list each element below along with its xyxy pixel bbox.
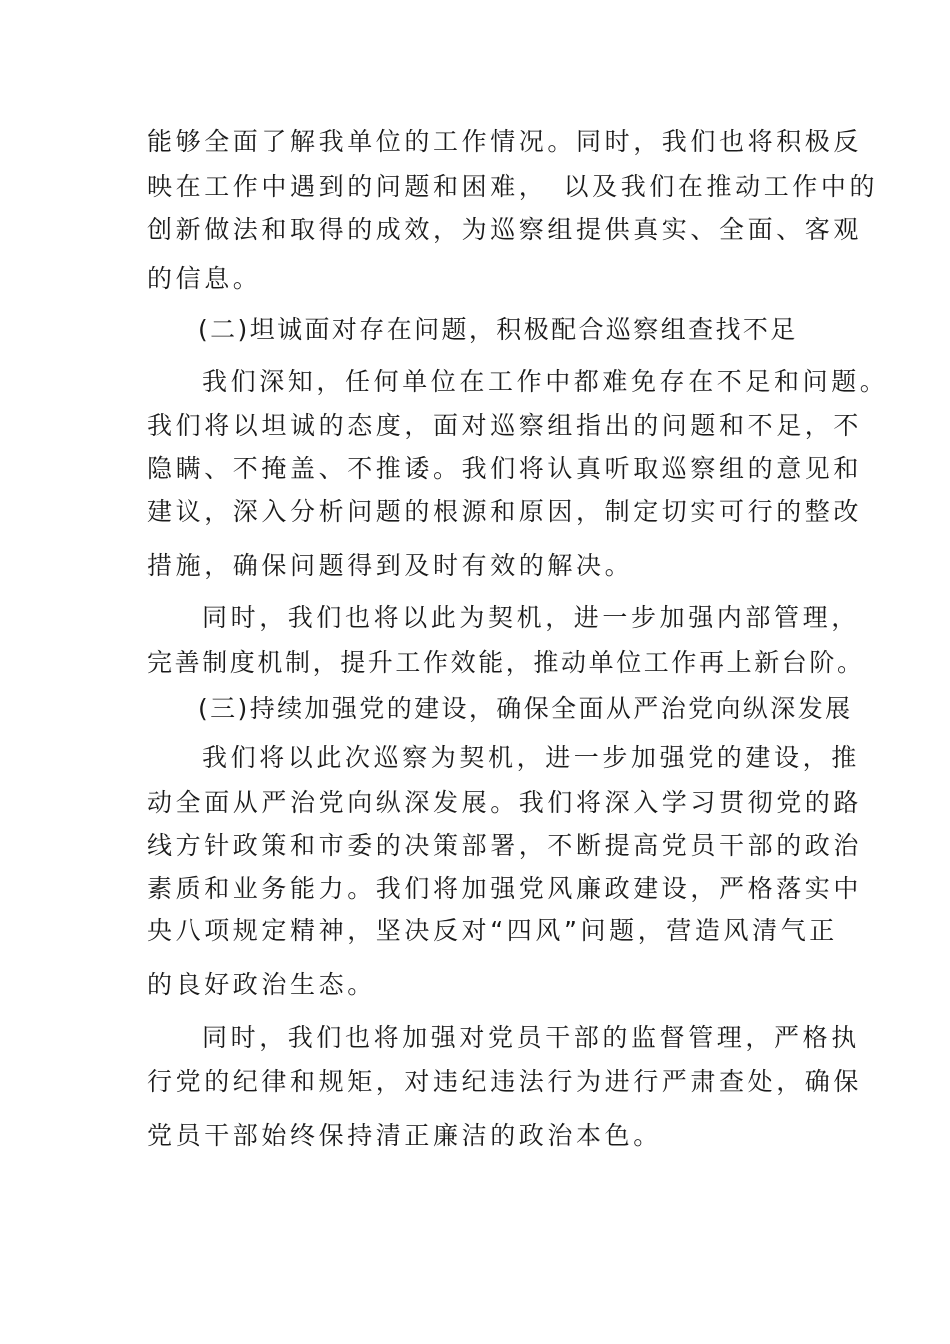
paragraph-line: 创新做法和取得的成效，为巡察组提供真实、全面、客观 — [147, 215, 863, 244]
paragraph-line: 我们将以坦诚的态度，面对巡察组指出的问题和不足，不 — [147, 411, 863, 440]
section-heading-3: (三)持续加强党的建设，确保全面从严治党向纵深发展 — [198, 694, 853, 723]
paragraph-line: 素质和业务能力。我们将加强党风廉政建设，严格落实中 — [147, 874, 863, 903]
section-heading-2: (二)坦诚面对存在问题，积极配合巡察组查找不足 — [198, 315, 798, 344]
paragraph-line: 建议，深入分析问题的根源和原因，制定切实可行的整改 — [147, 497, 863, 526]
paragraph-line: 隐瞒、不掩盖、不推诿。我们将认真听取巡察组的意见和 — [147, 454, 863, 483]
paragraph-line: 措施，确保问题得到及时有效的解决。 — [147, 551, 634, 580]
paragraph-line: 行党的纪律和规矩，对违纪违法行为进行严肃查处，确保 — [147, 1067, 863, 1096]
paragraph-line: 同时，我们也将加强对党员干部的监督管理，严格执 — [202, 1023, 860, 1052]
paragraph-line: 动全面从严治党向纵深发展。我们将深入学习贯彻党的路 — [147, 788, 863, 817]
paragraph-line: 央八项规定精神，坚决反对“四风”问题，营造风清气正 — [147, 916, 838, 945]
paragraph-line: 我们深知，任何单位在工作中都难免存在不足和问题。 — [202, 367, 889, 396]
paragraph-line: 的良好政治生态。 — [147, 970, 376, 999]
paragraph-line: 线方针政策和市委的决策部署，不断提高党员干部的政治 — [147, 831, 863, 860]
paragraph-line: 映在工作中遇到的问题和困难， 以及我们在推动工作中的 — [147, 172, 879, 201]
paragraph-line: 能够全面了解我单位的工作情况。同时，我们也将积极反 — [147, 127, 863, 156]
paragraph-line: 我们将以此次巡察为契机，进一步加强党的建设，推 — [202, 743, 860, 772]
paragraph-line: 的信息。 — [147, 264, 262, 293]
paragraph-line: 党员干部始终保持清正廉洁的政治本色。 — [147, 1121, 662, 1150]
paragraph-line: 完善制度机制，提升工作效能，推动单位工作再上新台阶。 — [147, 648, 865, 677]
paragraph-line: 同时，我们也将以此为契机，进一步加强内部管理， — [202, 603, 860, 632]
